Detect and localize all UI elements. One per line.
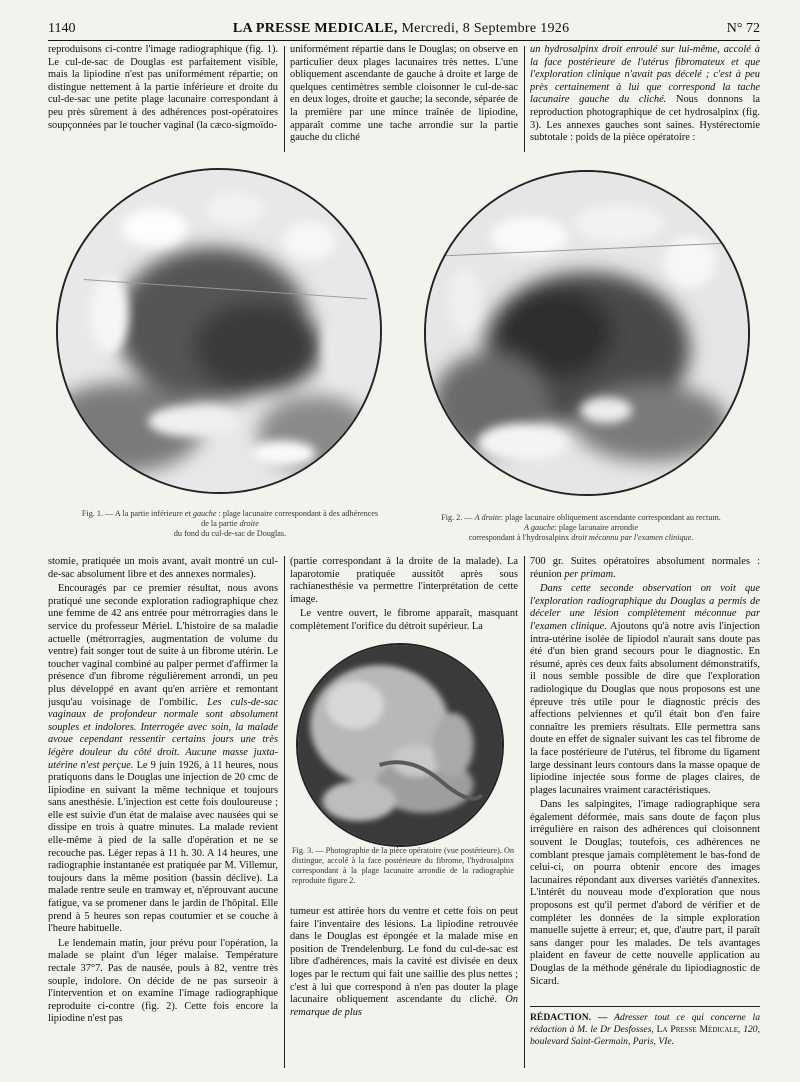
lower-column-1 [48, 556, 278, 1070]
paragraph: tumeur est attirée hors du ventre et cette fois on peut faire l'inventaire des lésions. La lipiodine retrouvée dans le Douglas est épongée et la malade mise en position de Trendelenburg. Le fond du cul-de-sac est libre d'adhérences, mais la cavité est divisée en deux loges par le rectum qui fait une saillie des plus nettes ; c'est à lui que correspond à n'en pas douter la plage lacunaire obliquement ascendante du cliché. On remarque de plus [290, 906, 518, 1018]
top-col2-text: uniformément répartie dans le Douglas; on observe en particulier deux plages lacunaires très nettes. L'une obliquement ascendante de gauche à droite et large de quelques centimètres semble cloisonner le cul-de-sac en deux loges, droite et gauche; la seconde, séparée de la première par une mince traînée de lipiodine, apparaît comme une tache arrondie sur la partie gauche du cliché [290, 44, 518, 144]
paragraph: stomie, pratiquée un mois avant, avait montré un cul-de-sac absolument libre et des annexes normales). [48, 556, 278, 580]
lower-column-3 [530, 556, 760, 1006]
journal-title: LA PRESSE MEDICALE, Mercredi, 8 Septembre 1926 [232, 21, 570, 36]
issue-date: Mercredi, 8 Septembre 1926 [401, 21, 570, 36]
redaction-notice: RÉDACTION. — Adresser tout ce qui concerne la rédaction à M. le Dr Desfosses, La Presse Médicale, 120, boulevard Saint-Germain, Paris, VIe. [530, 1012, 760, 1047]
figure-3-caption: Fig. 3. — Photographie de la pièce opératoire (vue postérieure). On distingue, accolé à la face postérieure du fibrome, l'hydrosalpinx correspondant à la plage lacunaire arrondie de la radiographie reproduite figure 2. [292, 846, 514, 885]
section-rule [530, 1006, 760, 1007]
column-divider [284, 556, 285, 1068]
issue-number: N° 72 [726, 21, 760, 36]
paragraph: 700 gr. Suites opératoires absolument normales : réunion per primam. [530, 556, 760, 580]
page-header [48, 18, 760, 41]
paragraph: Dans cette seconde observation on voit que l'exploration radiographique du Douglas a permis de déceler une lésion complètement méconnue par l'examen clinique. Ajoutons qu'à notre avis l'injection intra-utérine isolée de lipiodol n'aurait sans doute pas été d'un bien grand secours pour le diagnostic. En résumé, après ces deux faits absolument démonstratifs, il nous semble possible de dire que l'exploration radiologique du Douglas que nous proposons est une épreuve très utile pour le diagnostic précis des affections pelviennes et qu'il était bon d'en faire connaître les premiers résultats. Elle permettra sans doute en effet de signaler suivant les cas tel fibrome de la face postérieure de l'utérus, tel fibrome du ligament large dessinant leurs contours dans la masse opaque de lipiodine injectée sous forme de plages claires, de plages lacunaires vraiment caractéristiques. [530, 583, 760, 796]
lower-column-2-bottom [290, 906, 518, 1072]
column-divider [524, 46, 525, 152]
radiograph-figure-2 [424, 170, 750, 496]
top-column-3 [530, 44, 760, 154]
paragraph: (partie correspondant à la droite de la malade). La laparotomie pratiquée aussitôt après sous rachianesthésie va permettre l'interprétation de cette image. [290, 556, 518, 605]
paragraph: Le ventre ouvert, le fibrome apparaît, masquant complètement l'orifice du détroit supérieur. La [290, 608, 518, 632]
page-number: 1140 [48, 21, 76, 36]
paragraph: Encouragés par ce premier résultat, nous avons pratiqué une seconde exploration radiographique chez une femme de 42 ans entrée pour métrorragies dans le service du professeur Mériel. L'histoire de sa maladie actuelle (métrorragies, augmentation de volume du ventre) fait songer tout de suite à un fibrome utérin. Le toucher vaginal combiné au palper permet d'affirmer la présence d'un fibrome régulièrement arrondi, un peu plus développé en avant qu'en arrière et remontant jusqu'au voisinage de l'ombilic. Les culs-de-sac vaginaux de profondeur normale sont absolument souples et indolores. Interrogée avec soin, la malade avoue cependant ressentir certains jours une très légère douleur du côté droit. Aucune masse juxta-utérine n'est perçue. Le 9 juin 1926, à 11 heures, nous pratiquons dans le Douglas une injection de 20 cmc de lipiodine en suivant la même technique et toujours sans anesthésie. L'injection est cette fois douloureuse ; elle est suivie d'un état de malaise avec nausées qui se dissipe en trois à quatre minutes. La malade revient elle-même à pied de la salle d'opération et ne se recouche pas. Léger repas à 11 h. 30. A 14 heures, une radiographie instantanée est pratiquée par M. Villemur, toujours dans la même position (bassin déclive). La malade rentre seule en tramway et, n'éprouvant aucune fatigue, va se promener dans le jardin de l'hôpital. Elle prend à 5 heures son repas coutumier et se couche à l'heure habituelle. [48, 583, 278, 935]
lower-column-2-top [290, 556, 518, 634]
figure-1-caption: Fig. 1. — A la partie inférieure et gauche : plage lacunaire correspondant à des adhérences de la partie droite du fond du cul-de-sac de Douglas. [81, 509, 379, 538]
paragraph: Dans les salpingites, l'image radiographique sera également déformée, mais sans doute de façon plus irrégulière en raison des adhérences qui cloisonnent souvent le Douglas; toutefois, ces adhérences ne comblant presque jamais complètement le bas-fond de celui-ci, on pourra obtenir encore des images lacunaires répondant aux diverses variétés d'annexites. L'intérêt du nouveau mode d'exploration que nous proposons est qu'il permet d'abord de vérifier et de compléter les données de la simple exploration manuelle sujette à erreur; et, que, d'autre part, il paraît sans danger pour les malades. De tels avantages plaident en faveur de cette nouvelle application au Douglas de la méthode générale du lipiodiagnostic de Sicard. [530, 799, 760, 987]
figure-2-caption: Fig. 2. — A droite: plage lacunaire obliquement ascendante correspondant au rectum. A gauche: plage lacunaire arrondie correspondant à l'hydrosalpinx droit méconnu par l'examen clinique. [441, 513, 721, 542]
top-col3-text: un hydrosalpinx droit enroulé sur lui-même, accolé à la face postérieure de l'utérus fibromateux et que l'exploration clinique n'avait pas décelé ; c'est à peu près certainement à lui que correspond la tache lacunaire gauche du cliché. Nous donnons la reproduction photographique de cet hydrosalpinx (fig. 3). Les annexes gauches sont saines. Hystérectomie subtotale : poids de la pièce opératoire : [530, 44, 760, 144]
column-divider [284, 46, 285, 152]
paragraph: Le lendemain matin, jour prévu pour l'opération, la malade se plaint d'un léger malaise. Température rectale 37°7. Pas de nausée, pouls à 82, ventre très souple, indolore. On décide de ne pas surseoir à l'intervention et on examine l'image radiographique reproduite ci-contre (fig. 2). Cette fois encore la lipiodine n'est pas [48, 937, 278, 1025]
radiograph-figure-1 [56, 168, 382, 494]
top-column-1 [48, 44, 278, 154]
photograph-figure-3 [296, 643, 504, 847]
top-col1-text: reproduisons ci-contre l'image radiographique (fig. 1). Le cul-de-sac de Douglas est parfaitement visible, mais la lipiodine n'est pas uniformément répartie; on distingue nettement à la partie inférieure et droite du cul-de-sac une petite plage lacunaire correspondant à peu près sûrement à des adhérences post-opératoires soupçonnées par le toucher vaginal (la cæco-sigmoïdo- [48, 44, 278, 131]
column-divider [524, 556, 525, 1068]
top-column-2 [290, 44, 518, 154]
